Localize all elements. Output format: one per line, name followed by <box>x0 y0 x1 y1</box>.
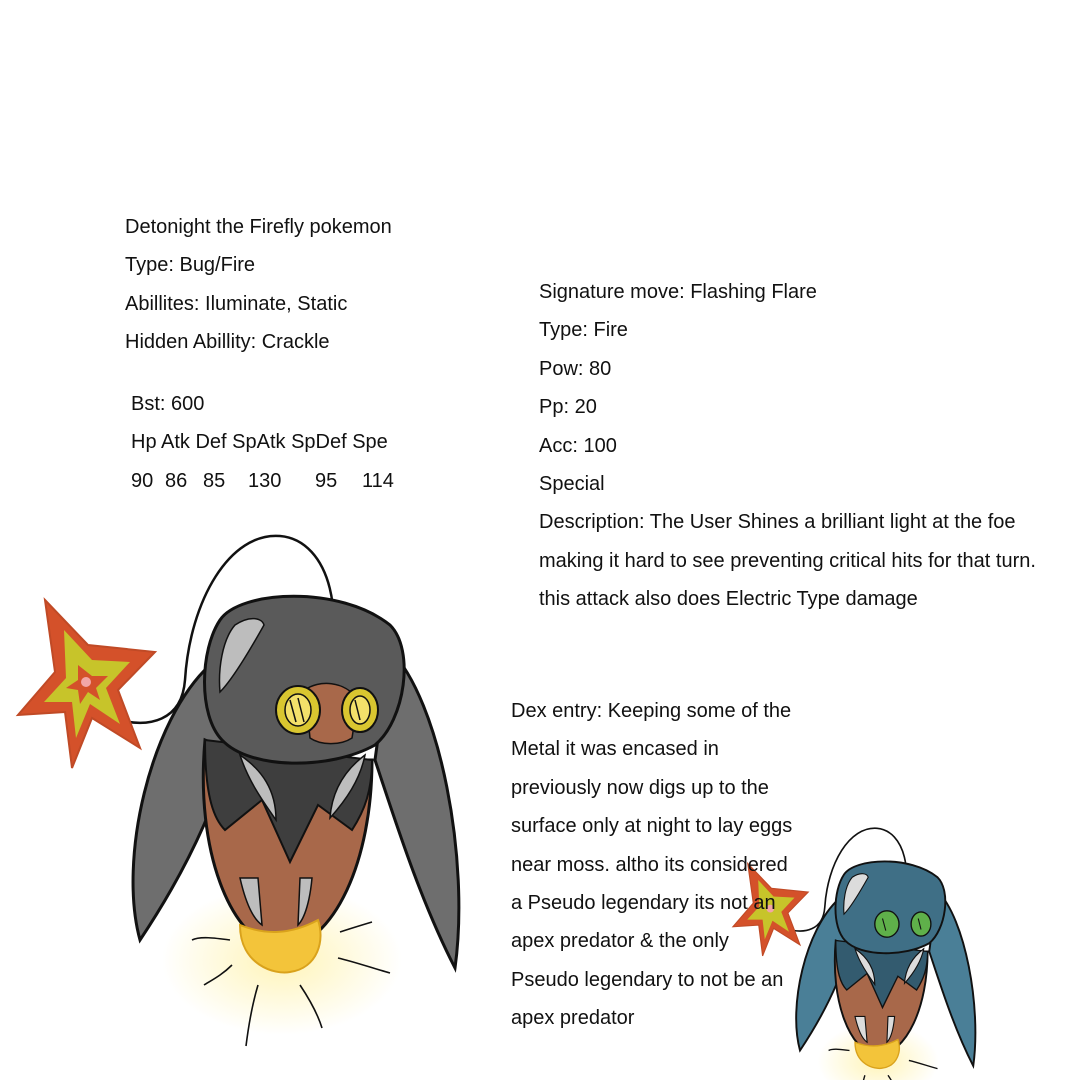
stat-value-spatk: 130 <box>248 469 282 492</box>
pokemon-hidden-ability-line: Hidden Abillity: Crackle <box>125 331 330 354</box>
bst-line: Bst: 600 <box>131 393 205 415</box>
base-stats <box>131 385 394 500</box>
stat-value-def: 85 <box>203 469 226 492</box>
stat-value-spe: 114 <box>362 469 394 492</box>
pokemon-abilities-line: Abillites: Iluminate, Static <box>125 292 348 315</box>
stat-value-spdef: 95 <box>315 469 338 492</box>
pokemon-info <box>125 208 392 362</box>
stat-value-hp: 90 <box>131 469 154 492</box>
stat-value-atk: 86 <box>165 469 188 492</box>
pokemon-type-line: Type: Bug/Fire <box>125 254 256 277</box>
pokemon-name-line: Detonight the Firefly pokemon <box>125 216 392 238</box>
move-type-line: Type: Fire <box>539 319 628 342</box>
spark-icon <box>18 600 155 768</box>
move-pp-line: Pp: 20 <box>539 396 597 419</box>
move-category-line: Special <box>539 472 605 495</box>
move-pow-line: Pow: 80 <box>539 357 612 380</box>
dex-entry: Dex entry: Keeping some of the Metal it was encased in previously now digs up to the surface only at night to lay eggs near moss. altho its considered a Pseudo legendary its not an apex predator & the only Pseudo legendary to not be an apex predator <box>511 700 793 1030</box>
move-name-line: Signature move: Flashing Flare <box>539 281 817 303</box>
move-description: Description: The User Shines a brilliant light at the foe making it hard to see preventing critical hits for that turn. this attack also does Electric Type damage <box>539 511 1036 611</box>
signature-move <box>539 273 1039 619</box>
stat-header-line: Hp Atk Def SpAtk SpDef Spe <box>131 431 388 454</box>
detonight-normal-illustration <box>18 536 459 1046</box>
stat-values-line <box>131 462 394 500</box>
move-acc-line: Acc: 100 <box>539 434 617 457</box>
